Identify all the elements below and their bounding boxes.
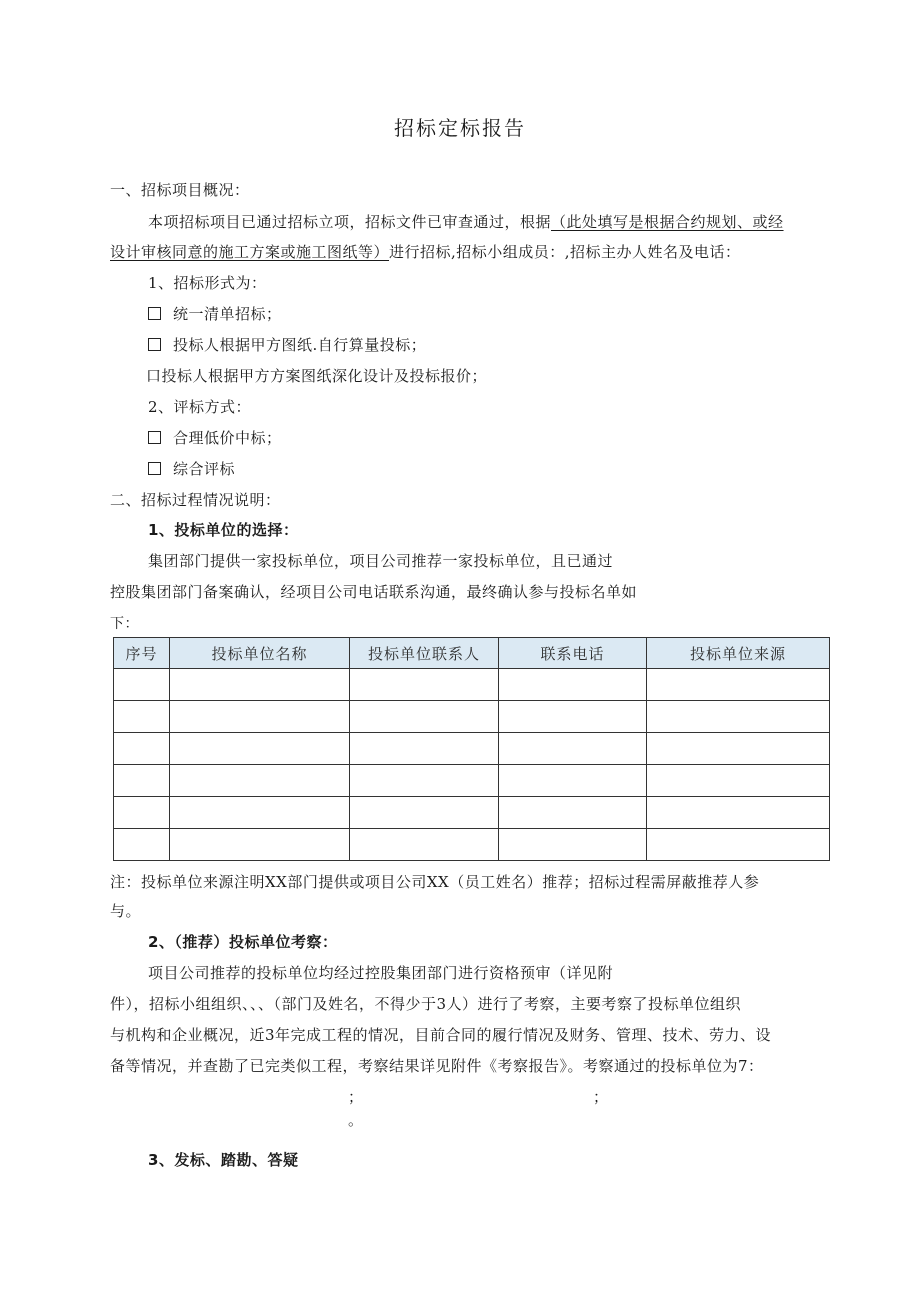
section1-paragraph-line1 bbox=[148, 212, 784, 232]
subsection2-line4: 备等情况，并查勘了已完类似工程，考察结果详见附件《考察报告》。考察通过的投标单位为7： bbox=[110, 1057, 764, 1075]
bidder-table bbox=[113, 637, 830, 861]
bid-form-option: 口投标人根据甲方方案图纸深化设计及投标报价； bbox=[146, 367, 488, 385]
option-label: 统一清单招标； bbox=[173, 305, 282, 323]
table-cell[interactable] bbox=[170, 765, 350, 797]
blank-end-mark: 。 bbox=[348, 1111, 364, 1129]
blank-separator: ； bbox=[593, 1088, 609, 1106]
page-title: 招标定标报告 bbox=[394, 116, 526, 140]
section2-heading: 二、招标过程情况说明： bbox=[110, 491, 281, 509]
table-cell[interactable] bbox=[499, 669, 647, 701]
table-cell[interactable] bbox=[114, 797, 170, 829]
table-cell[interactable] bbox=[350, 765, 499, 797]
para-text: 进行招标,招标小组成员：,招标主办人姓名及电话： bbox=[389, 243, 741, 261]
table-cell[interactable] bbox=[499, 765, 647, 797]
table-note-line2: 与。 bbox=[110, 902, 142, 920]
subsection2-line3: 与机构和企业概况，近3年完成工程的情况，目前合同的履行情况及财务、管理、技术、劳力、设 bbox=[110, 1026, 772, 1044]
section1-heading: 一、招标项目概况： bbox=[110, 181, 250, 199]
checkbox-icon[interactable] bbox=[148, 431, 161, 444]
table-cell[interactable] bbox=[114, 733, 170, 765]
table-cell[interactable] bbox=[170, 797, 350, 829]
table-cell[interactable] bbox=[114, 829, 170, 861]
subsection1-heading: 1、投标单位的选择： bbox=[148, 521, 299, 539]
table-cell[interactable] bbox=[499, 829, 647, 861]
evaluation-label: 2、评标方式： bbox=[148, 398, 252, 416]
checkbox-icon[interactable] bbox=[148, 307, 161, 320]
table-cell[interactable] bbox=[647, 701, 830, 733]
option-label: 合理低价中标； bbox=[173, 429, 282, 447]
table-cell[interactable] bbox=[647, 765, 830, 797]
option-label: 投标人根据甲方图纸.自行算量投标； bbox=[173, 336, 427, 354]
subsection2-heading: 2、（推荐）投标单位考察： bbox=[148, 933, 338, 951]
table-cell[interactable] bbox=[350, 701, 499, 733]
table-cell[interactable] bbox=[647, 733, 830, 765]
table-cell[interactable] bbox=[170, 733, 350, 765]
header-source: 投标单位来源 bbox=[647, 638, 830, 669]
subsection2-line1: 项目公司推荐的投标单位均经过控股集团部门进行资格预审（详见附 bbox=[148, 964, 614, 982]
table-cell[interactable] bbox=[647, 797, 830, 829]
header-contact: 投标单位联系人 bbox=[350, 638, 499, 669]
evaluation-option[interactable] bbox=[148, 459, 235, 479]
para-text: 本项招标项目已通过招标立项，招标文件已审查通过，根据 bbox=[148, 213, 552, 231]
table-row bbox=[114, 797, 830, 829]
checkbox-icon[interactable] bbox=[148, 338, 161, 351]
bid-form-option[interactable] bbox=[148, 335, 426, 355]
table-row bbox=[114, 733, 830, 765]
subsection1-line1: 集团部门提供一家投标单位，项目公司推荐一家投标单位，且已通过 bbox=[148, 552, 614, 570]
table-cell[interactable] bbox=[114, 701, 170, 733]
blank-separator: ； bbox=[348, 1088, 364, 1106]
para-underlined-text: （此处填写是根据合约规划、或经 bbox=[551, 213, 784, 231]
table-row bbox=[114, 701, 830, 733]
subsection2-line2: 件），招标小组组织、、、（部门及姓名，不得少于3人）进行了考察，主要考察了投标单位组织 bbox=[110, 995, 742, 1013]
option-label: 综合评标 bbox=[173, 460, 236, 478]
table-cell[interactable] bbox=[114, 765, 170, 797]
table-row bbox=[114, 829, 830, 861]
evaluation-option[interactable] bbox=[148, 428, 282, 448]
table-cell[interactable] bbox=[499, 733, 647, 765]
table-row bbox=[114, 669, 830, 701]
checkbox-icon[interactable] bbox=[148, 462, 161, 475]
header-phone: 联系电话 bbox=[499, 638, 647, 669]
table-cell[interactable] bbox=[499, 701, 647, 733]
table-cell[interactable] bbox=[350, 829, 499, 861]
table-cell[interactable] bbox=[170, 669, 350, 701]
table-cell[interactable] bbox=[114, 669, 170, 701]
table-cell[interactable] bbox=[350, 733, 499, 765]
header-bidder-name: 投标单位名称 bbox=[170, 638, 350, 669]
bid-form-option[interactable] bbox=[148, 304, 282, 324]
table-cell[interactable] bbox=[350, 669, 499, 701]
table-header-row bbox=[114, 638, 830, 669]
header-seq: 序号 bbox=[114, 638, 170, 669]
table-note-line1: 注：投标单位来源注明XX部门提供或项目公司XX（员工姓名）推荐；招标过程需屏蔽推荐人参 bbox=[110, 873, 760, 891]
table-row bbox=[114, 765, 830, 797]
bid-form-label: 1、招标形式为： bbox=[148, 274, 267, 292]
subsection1-line3: 下： bbox=[110, 616, 139, 632]
table-cell[interactable] bbox=[170, 701, 350, 733]
section1-paragraph-line2 bbox=[110, 242, 741, 262]
table-cell[interactable] bbox=[647, 669, 830, 701]
subsection3-heading: 3、发标、踏勘、答疑 bbox=[148, 1151, 299, 1169]
subsection1-line2: 控股集团部门备案确认，经项目公司电话联系沟通，最终确认参与投标名单如 bbox=[110, 583, 638, 601]
para-underlined-text: 设计审核同意的施工方案或施工图纸等） bbox=[110, 243, 390, 261]
table-cell[interactable] bbox=[647, 829, 830, 861]
table-cell[interactable] bbox=[350, 797, 499, 829]
table-cell[interactable] bbox=[499, 797, 647, 829]
table-cell[interactable] bbox=[170, 829, 350, 861]
